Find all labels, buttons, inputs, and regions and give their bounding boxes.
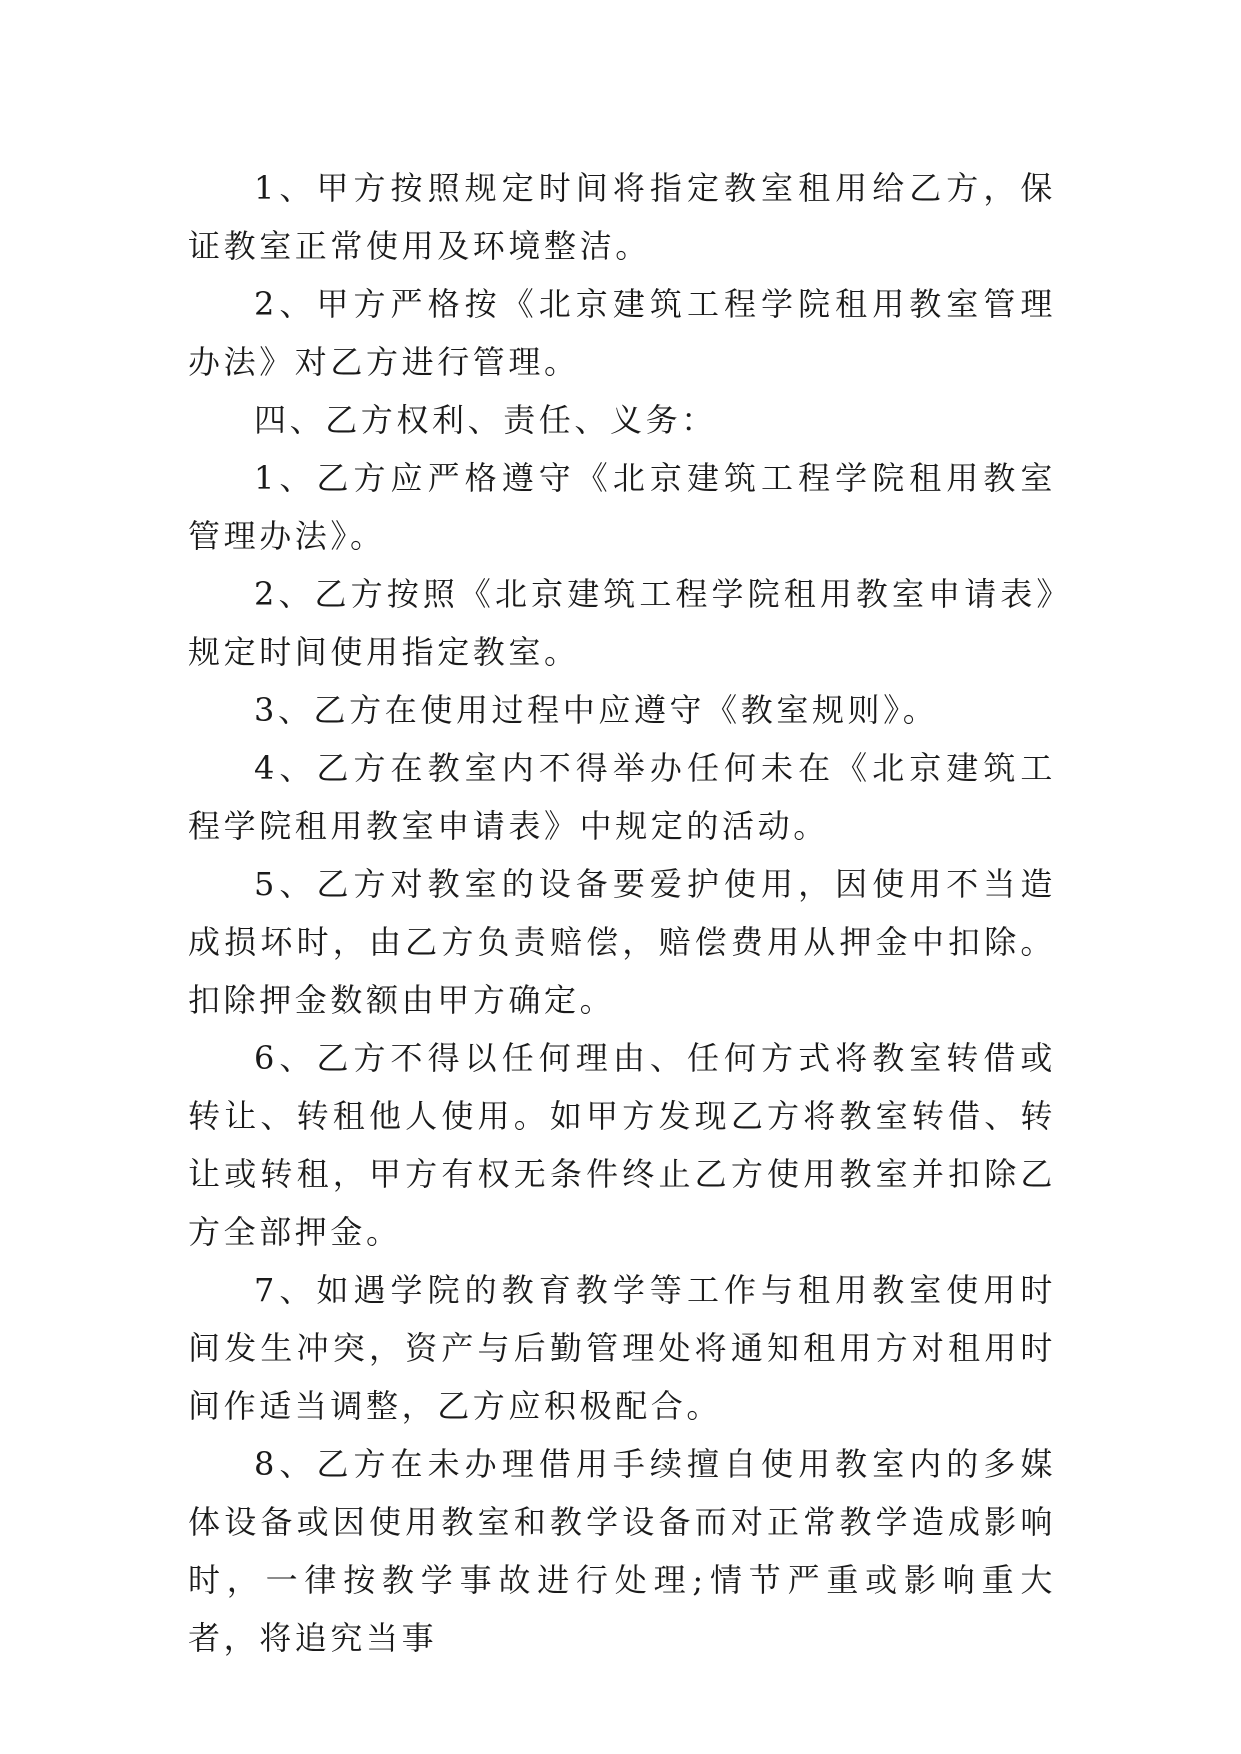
clause-5-party-b-equipment-damage: 5、乙方对教室的设备要爱护使用，因使用不当造成损坏时，由乙方负责赔偿，赔偿费用从押金中扣除。扣除押金数额由甲方确定。 (188, 865, 1056, 1019)
clause-1-party-a-rent-classroom: 1、甲方按照规定时间将指定教室租用给乙方，保证教室正常使用及环境整洁。 (188, 169, 1056, 265)
clause-8-unauthorized-equipment-use: 8、乙方在未办理借用手续擅自使用教室内的多媒体设备或因使用教室和教学设备而对正常教学造成影响时，一律按教学事故进行处理;情节严重或影响重大者，将追究当事 (188, 1445, 1056, 1657)
section-heading-party-b-rights: 四、乙方权利、责任、义务： (254, 401, 717, 439)
clause-6-party-b-no-sublease: 6、乙方不得以任何理由、任何方式将教室转借或转让、转租他人使用。如甲方发现乙方将教室转借、转让或转租，甲方有权无条件终止乙方使用教室并扣除乙方全部押金。 (188, 1039, 1056, 1251)
clause-2-party-b-use-time: 2、乙方按照《北京建筑工程学院租用教室申请表》规定时间使用指定教室。 (188, 575, 1056, 671)
document-body (188, 159, 1056, 1667)
clause-4-party-b-no-unapproved-activities: 4、乙方在教室内不得举办任何未在《北京建筑工程学院租用教室申请表》中规定的活动。 (188, 749, 1056, 845)
clause-2-party-a-management: 2、甲方严格按《北京建筑工程学院租用教室管理办法》对乙方进行管理。 (188, 285, 1056, 381)
clause-1-party-b-comply: 1、乙方应严格遵守《北京建筑工程学院租用教室管理办法》。 (188, 459, 1056, 555)
clause-3-party-b-classroom-rules: 3、乙方在使用过程中应遵守《教室规则》。 (254, 691, 939, 729)
clause-7-schedule-conflict: 7、如遇学院的教育教学等工作与租用教室使用时间发生冲突，资产与后勤管理处将通知租用方对租用时间作适当调整，乙方应积极配合。 (188, 1271, 1056, 1425)
